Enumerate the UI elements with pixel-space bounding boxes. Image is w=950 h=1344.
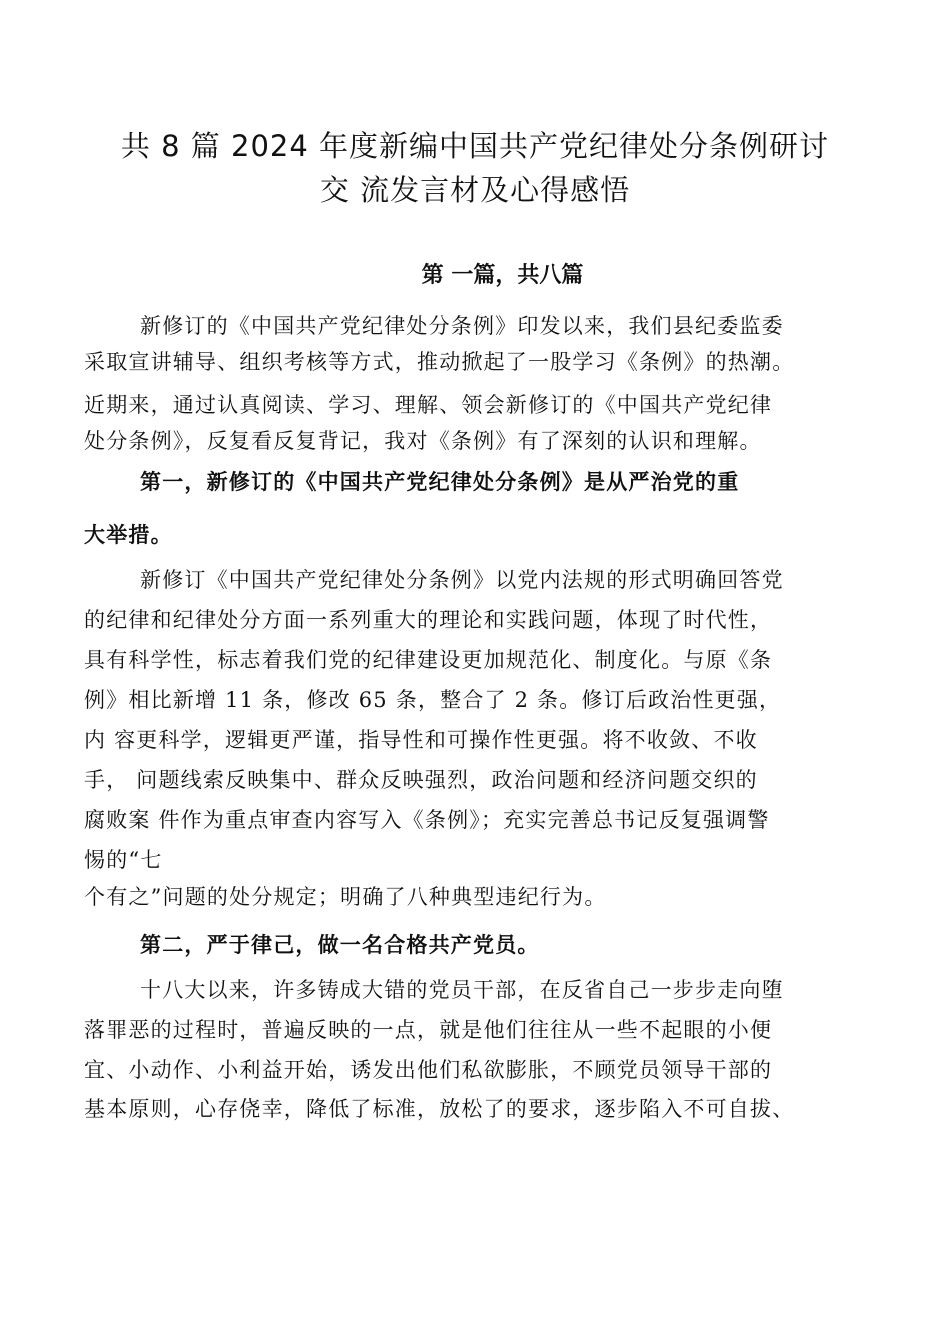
body-line: 宜、小动作、小利益开始，诱发出他们私欲膨胀，不顾党员领导干部的 xyxy=(84,1058,773,1082)
body-line: 内 容更科学，逻辑更严谨，指导性和可操作性更强。将不收敛、不收 xyxy=(84,728,758,752)
body-line: 采取宣讲辅导、组织考核等方式，推动掀起了一股学习《条例》的热潮。 xyxy=(84,350,795,374)
subheading-line: 第一，新修订的《中国共产党纪律处分条例》是从严治党的重 xyxy=(140,470,740,494)
body-line: 手， 问题线索反映集中、群众反映强烈，政治问题和经济问题交织的 xyxy=(84,768,758,792)
document-title-line-2: 交 流发言材及心得感悟 xyxy=(319,173,631,207)
body-line: 具有科学性，标志着我们党的纪律建设更加规范化、制度化。与原《条 xyxy=(84,648,773,672)
subheading-line: 第二，严于律己，做一名合格共产党员。 xyxy=(140,933,540,957)
body-line: 惕的“七 xyxy=(84,848,163,872)
body-line: 新修订的《中国共产党纪律处分条例》印发以来，我们县纪委监委 xyxy=(140,314,784,338)
body-line: 腐败案 件作为重点审查内容写入《条例》；充实完善总书记反复强调警 xyxy=(84,808,770,832)
body-line: 个有之”问题的处分规定；明确了八种典型违纪行为。 xyxy=(84,885,607,909)
body-line: 十八大以来，许多铸成大错的党员干部，在反省自己一步步走向堕 xyxy=(140,978,784,1002)
body-line: 例》相比新增 11 条，修改 65 条，整合了 2 条。修订后政治性更强， xyxy=(84,688,782,712)
body-line: 新修订《中国共产党纪律处分条例》以党内法规的形式明确回答党 xyxy=(140,568,784,592)
body-line: 基本原则，心存侥幸，降低了标准，放松了的要求，逐步陷入不可自拔、 xyxy=(84,1097,795,1121)
body-line: 处分条例》，反复看反复背记，我对《条例》有了深刻的认识和理解。 xyxy=(84,429,762,453)
section-heading: 第 一篇，共八篇 xyxy=(421,263,584,288)
body-line: 近期来，通过认真阅读、学习、理解、领会新修订的《中国共产党纪律 xyxy=(84,393,773,417)
body-line: 的纪律和纪律处分方面一系列重大的理论和实践问题，体现了时代性， xyxy=(84,608,773,632)
body-line: 落罪恶的过程时，普遍反映的一点，就是他们往往从一些不起眼的小便 xyxy=(84,1018,773,1042)
subheading-line: 大举措。 xyxy=(84,523,173,547)
document-title-line-1: 共 8 篇 2024 年度新编中国共产党纪律处分条例研讨 xyxy=(120,129,830,163)
